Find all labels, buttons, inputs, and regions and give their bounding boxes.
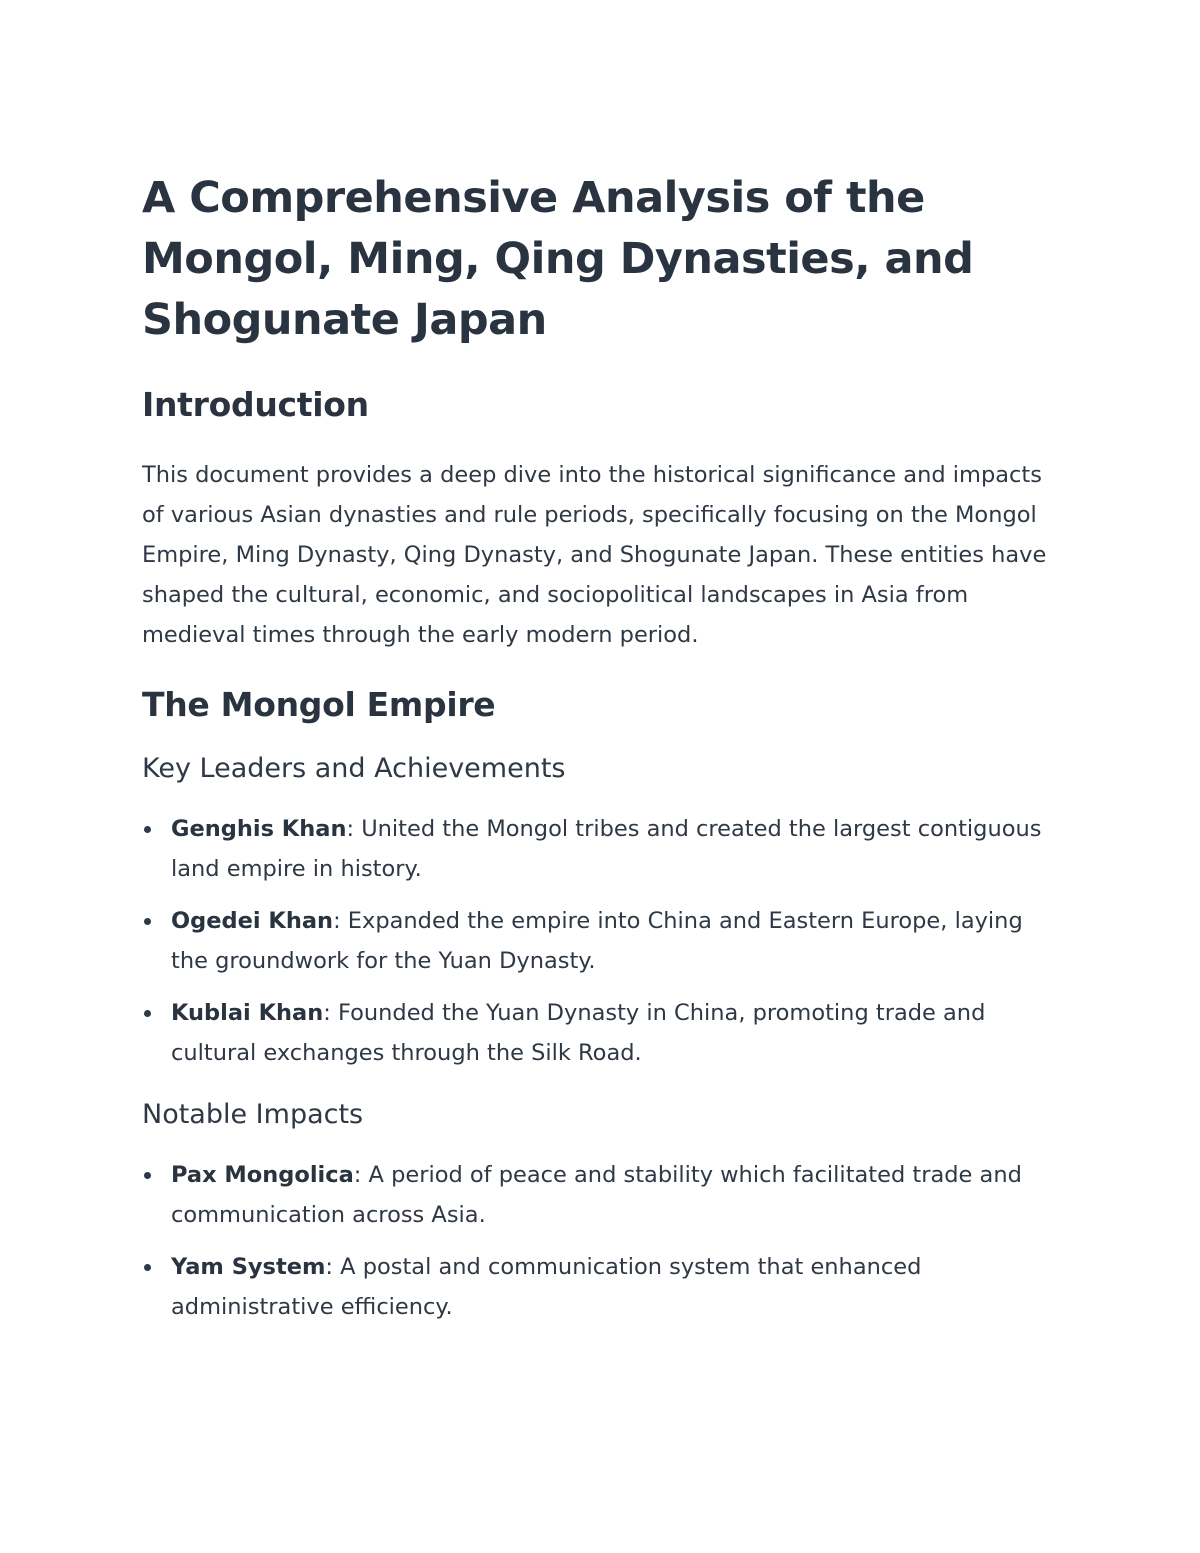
bullet-icon [144,1010,151,1017]
mongol-empire-heading: The Mongol Empire [142,685,496,724]
bullet-icon [144,1172,151,1179]
list-item-text: : A period of peace and stability which facilitated trade and communication across Asia. [171,1162,1022,1228]
bullet-icon [144,826,151,833]
list-item [142,1247,1052,1327]
document-page [142,168,1052,1327]
list-item-term: Pax Mongolica [171,1162,354,1188]
bullet-icon [144,1264,151,1271]
key-leaders-heading: Key Leaders and Achievements [142,753,566,784]
introduction-heading: Introduction [142,385,369,424]
notable-impacts-list [142,1155,1052,1327]
list-item-term: Kublai Khan [171,1000,324,1026]
list-item-text: : A postal and communication system that enhanced administrative efficiency. [171,1254,922,1320]
key-leaders-list [142,809,1052,1073]
document-title: A Comprehensive Analysis of the Mongol, Ming, Qing Dynasties, and Shogunate Japan [142,173,974,345]
list-item-term: Yam System [171,1254,326,1280]
notable-impacts-heading: Notable Impacts [142,1099,364,1130]
list-item [142,901,1052,981]
list-item [142,809,1052,889]
introduction-paragraph: This document provides a deep dive into the historical significance and impacts of various Asian dynasties and rule periods, specifically focusing on the Mongol Empire, Ming Dynasty, Qing Dynasty, and Shogunate Japan. These entities have shaped the cultural, economic, and sociopolitical landscapes in Asia from medieval times through the early modern period. [142,462,1047,648]
list-item-term: Genghis Khan [171,816,347,842]
bullet-icon [144,918,151,925]
list-item-text: : Expanded the empire into China and Eastern Europe, laying the groundwork for the Yuan Dynasty. [171,908,1023,974]
list-item [142,1155,1052,1235]
list-item-term: Ogedei Khan [171,908,334,934]
list-item [142,993,1052,1073]
list-item-text: : United the Mongol tribes and created the largest contiguous land empire in history. [171,816,1042,882]
list-item-text: : Founded the Yuan Dynasty in China, promoting trade and cultural exchanges through the Silk Road. [171,1000,986,1066]
